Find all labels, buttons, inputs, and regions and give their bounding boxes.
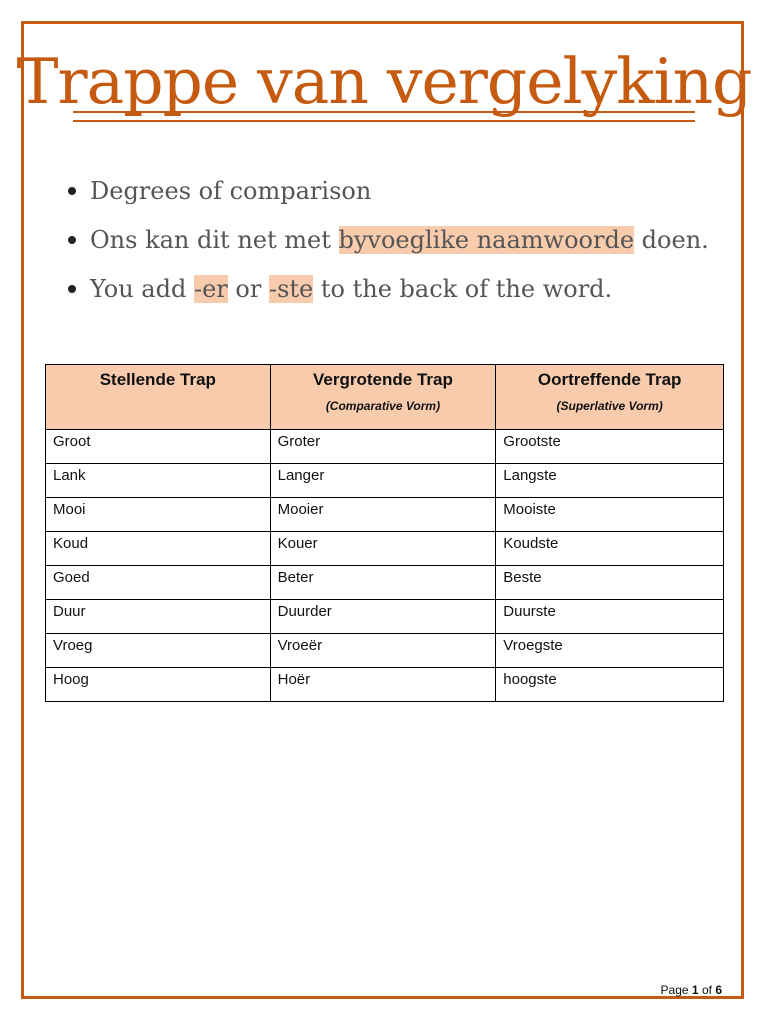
table-cell: Hoër [270,668,496,702]
bullet-text: doen. [634,226,709,254]
bullet-list [68,170,709,317]
bullet-text: or [227,275,269,303]
table-cell: Grootste [496,430,724,464]
table-row [46,532,724,566]
table-cell: hoogste [496,668,724,702]
table-cell: Hoog [46,668,271,702]
title-double-underline [73,111,695,122]
of-label: of [701,983,712,997]
table-cell: Duur [46,600,271,634]
bullet-dot-icon [68,285,76,293]
table-cell: Duurste [496,600,724,634]
header-vergrotende-trap [270,365,496,430]
bullet-text: Degrees of comparison [90,177,372,205]
table-row [46,566,724,600]
table-cell: Mooier [270,498,496,532]
comparison-table [45,364,724,702]
table-cell: Mooiste [496,498,724,532]
bullet-text: You add [90,275,194,303]
header-sublabel: (Superlative Vorm) [556,399,663,413]
header-label: Stellende Trap [99,370,216,389]
page-label: Page [660,983,689,997]
table-cell: Duurder [270,600,496,634]
header-oortreffende-trap [496,365,724,430]
table-cell: Langer [270,464,496,498]
table-row [46,600,724,634]
table-cell: Koudste [496,532,724,566]
table-cell: Koud [46,532,271,566]
bullet-item [68,170,709,219]
table-cell: Groot [46,430,271,464]
highlighted-text: -er [193,275,228,303]
table-cell: Beter [270,566,496,600]
table-cell: Groter [270,430,496,464]
total-pages: 6 [715,983,722,997]
table-header-row [46,365,724,430]
table-cell: Kouer [270,532,496,566]
bullet-dot-icon [68,236,76,244]
table-row [46,498,724,532]
table-cell: Goed [46,566,271,600]
header-label: Vergrotende Trap [313,370,453,389]
table-cell: Beste [496,566,724,600]
header-label: Oortreffende Trap [537,370,682,389]
bullet-text: Ons kan dit net met [90,226,339,254]
table-cell: Mooi [46,498,271,532]
bullet-dot-icon [68,187,76,195]
bullet-item [68,219,709,268]
current-page: 1 [691,983,699,997]
table-row [46,634,724,668]
table-row [46,430,724,464]
table-row [46,668,724,702]
highlighted-text: byvoeglike naamwoorde [338,226,635,254]
highlighted-text: -ste [268,275,314,303]
bullet-item [68,268,709,317]
table-cell: Vroeër [270,634,496,668]
table-body [46,430,724,702]
table-cell: Lank [46,464,271,498]
table-cell: Vroegste [496,634,724,668]
header-sublabel: (Comparative Vorm) [325,399,441,413]
bullet-text: to the back of the word. [313,275,613,303]
table-cell: Langste [496,464,724,498]
table-cell: Vroeg [46,634,271,668]
page-title: Trappe van vergelyking [16,45,752,118]
table-row [46,464,724,498]
page-number [661,983,722,997]
header-stellende-trap [46,365,271,430]
